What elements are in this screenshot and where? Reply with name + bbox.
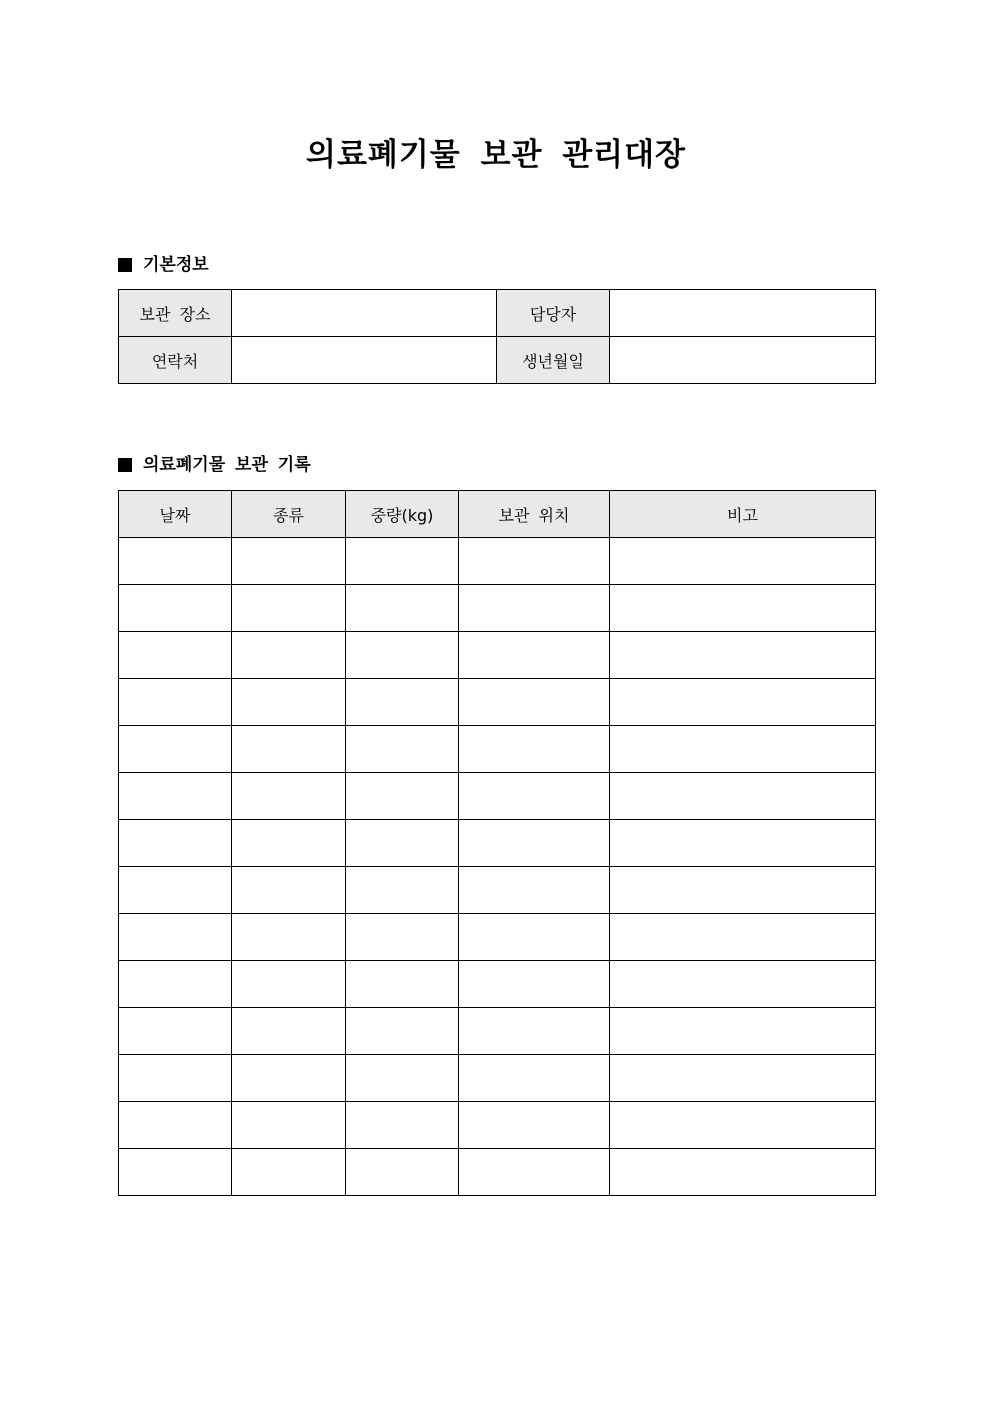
column-header-location: 보관 위치: [459, 491, 610, 538]
table-row: [119, 1102, 876, 1149]
column-header-date: 날짜: [119, 491, 232, 538]
table-row: [119, 773, 876, 820]
remarks-cell[interactable]: [610, 867, 876, 914]
table-row: [119, 726, 876, 773]
storage-location-field[interactable]: [232, 290, 497, 337]
location-cell[interactable]: [459, 914, 610, 961]
table-row: [119, 867, 876, 914]
records-table: [118, 490, 876, 1196]
column-header-weight: 중량(kg): [346, 491, 459, 538]
date-cell[interactable]: [119, 538, 232, 585]
type-cell[interactable]: [232, 538, 346, 585]
remarks-cell[interactable]: [610, 585, 876, 632]
date-cell[interactable]: [119, 679, 232, 726]
location-cell[interactable]: [459, 867, 610, 914]
location-cell[interactable]: [459, 726, 610, 773]
date-cell[interactable]: [119, 1149, 232, 1196]
birthdate-field[interactable]: [610, 337, 876, 384]
type-cell[interactable]: [232, 726, 346, 773]
type-cell[interactable]: [232, 1008, 346, 1055]
records-heading: [118, 452, 311, 478]
column-header-type: 종류: [232, 491, 346, 538]
remarks-cell[interactable]: [610, 1102, 876, 1149]
location-cell[interactable]: [459, 1008, 610, 1055]
type-cell[interactable]: [232, 1102, 346, 1149]
type-cell[interactable]: [232, 914, 346, 961]
location-cell[interactable]: [459, 679, 610, 726]
remarks-cell[interactable]: [610, 1008, 876, 1055]
date-cell[interactable]: [119, 1008, 232, 1055]
type-cell[interactable]: [232, 867, 346, 914]
table-row: [119, 820, 876, 867]
table-row: [119, 961, 876, 1008]
remarks-cell[interactable]: [610, 538, 876, 585]
contact-field[interactable]: [232, 337, 497, 384]
date-cell[interactable]: [119, 726, 232, 773]
weight-cell[interactable]: [346, 773, 459, 820]
table-row: [119, 914, 876, 961]
remarks-cell[interactable]: [610, 1149, 876, 1196]
date-cell[interactable]: [119, 585, 232, 632]
square-bullet-icon: [118, 258, 132, 272]
remarks-cell[interactable]: [610, 961, 876, 1008]
birthdate-label: 생년월일: [497, 337, 610, 384]
basic-info-table: [118, 289, 876, 384]
weight-cell[interactable]: [346, 914, 459, 961]
table-row: [119, 679, 876, 726]
location-cell[interactable]: [459, 1102, 610, 1149]
remarks-cell[interactable]: [610, 632, 876, 679]
weight-cell[interactable]: [346, 820, 459, 867]
storage-location-label: 보관 장소: [119, 290, 232, 337]
type-cell[interactable]: [232, 585, 346, 632]
table-row: [119, 632, 876, 679]
table-row: [119, 538, 876, 585]
weight-cell[interactable]: [346, 1008, 459, 1055]
location-cell[interactable]: [459, 820, 610, 867]
remarks-cell[interactable]: [610, 820, 876, 867]
weight-cell[interactable]: [346, 1149, 459, 1196]
remarks-cell[interactable]: [610, 726, 876, 773]
date-cell[interactable]: [119, 867, 232, 914]
records-heading-text: 의료폐기물 보관 기록: [143, 455, 311, 475]
column-header-remarks: 비고: [610, 491, 876, 538]
date-cell[interactable]: [119, 961, 232, 1008]
date-cell[interactable]: [119, 1055, 232, 1102]
basic-info-row: [119, 290, 876, 337]
type-cell[interactable]: [232, 679, 346, 726]
weight-cell[interactable]: [346, 585, 459, 632]
table-row: [119, 585, 876, 632]
type-cell[interactable]: [232, 961, 346, 1008]
date-cell[interactable]: [119, 914, 232, 961]
table-row: [119, 1055, 876, 1102]
remarks-cell[interactable]: [610, 1055, 876, 1102]
page-title: 의료폐기물 보관 관리대장: [306, 137, 686, 173]
date-cell[interactable]: [119, 1102, 232, 1149]
basic-info-heading-text: 기본정보: [143, 255, 209, 275]
remarks-cell[interactable]: [610, 773, 876, 820]
weight-cell[interactable]: [346, 1102, 459, 1149]
date-cell[interactable]: [119, 632, 232, 679]
records-body: [119, 538, 876, 1196]
location-cell[interactable]: [459, 585, 610, 632]
remarks-cell[interactable]: [610, 914, 876, 961]
contact-label: 연락처: [119, 337, 232, 384]
manager-label: 담당자: [497, 290, 610, 337]
location-cell[interactable]: [459, 538, 610, 585]
type-cell[interactable]: [232, 1149, 346, 1196]
remarks-cell[interactable]: [610, 679, 876, 726]
manager-field[interactable]: [610, 290, 876, 337]
location-cell[interactable]: [459, 632, 610, 679]
type-cell[interactable]: [232, 820, 346, 867]
basic-info-row: [119, 337, 876, 384]
weight-cell[interactable]: [346, 961, 459, 1008]
location-cell[interactable]: [459, 773, 610, 820]
weight-cell[interactable]: [346, 632, 459, 679]
date-cell[interactable]: [119, 773, 232, 820]
square-bullet-icon: [118, 458, 132, 472]
table-row: [119, 1149, 876, 1196]
weight-cell[interactable]: [346, 679, 459, 726]
type-cell[interactable]: [232, 632, 346, 679]
weight-cell[interactable]: [346, 538, 459, 585]
location-cell[interactable]: [459, 961, 610, 1008]
location-cell[interactable]: [459, 1149, 610, 1196]
location-cell[interactable]: [459, 1055, 610, 1102]
records-header-row: [119, 491, 876, 538]
table-row: [119, 1008, 876, 1055]
basic-info-heading: [118, 252, 209, 278]
type-cell[interactable]: [232, 1055, 346, 1102]
weight-cell[interactable]: [346, 726, 459, 773]
type-cell[interactable]: [232, 773, 346, 820]
weight-cell[interactable]: [346, 867, 459, 914]
date-cell[interactable]: [119, 820, 232, 867]
weight-cell[interactable]: [346, 1055, 459, 1102]
